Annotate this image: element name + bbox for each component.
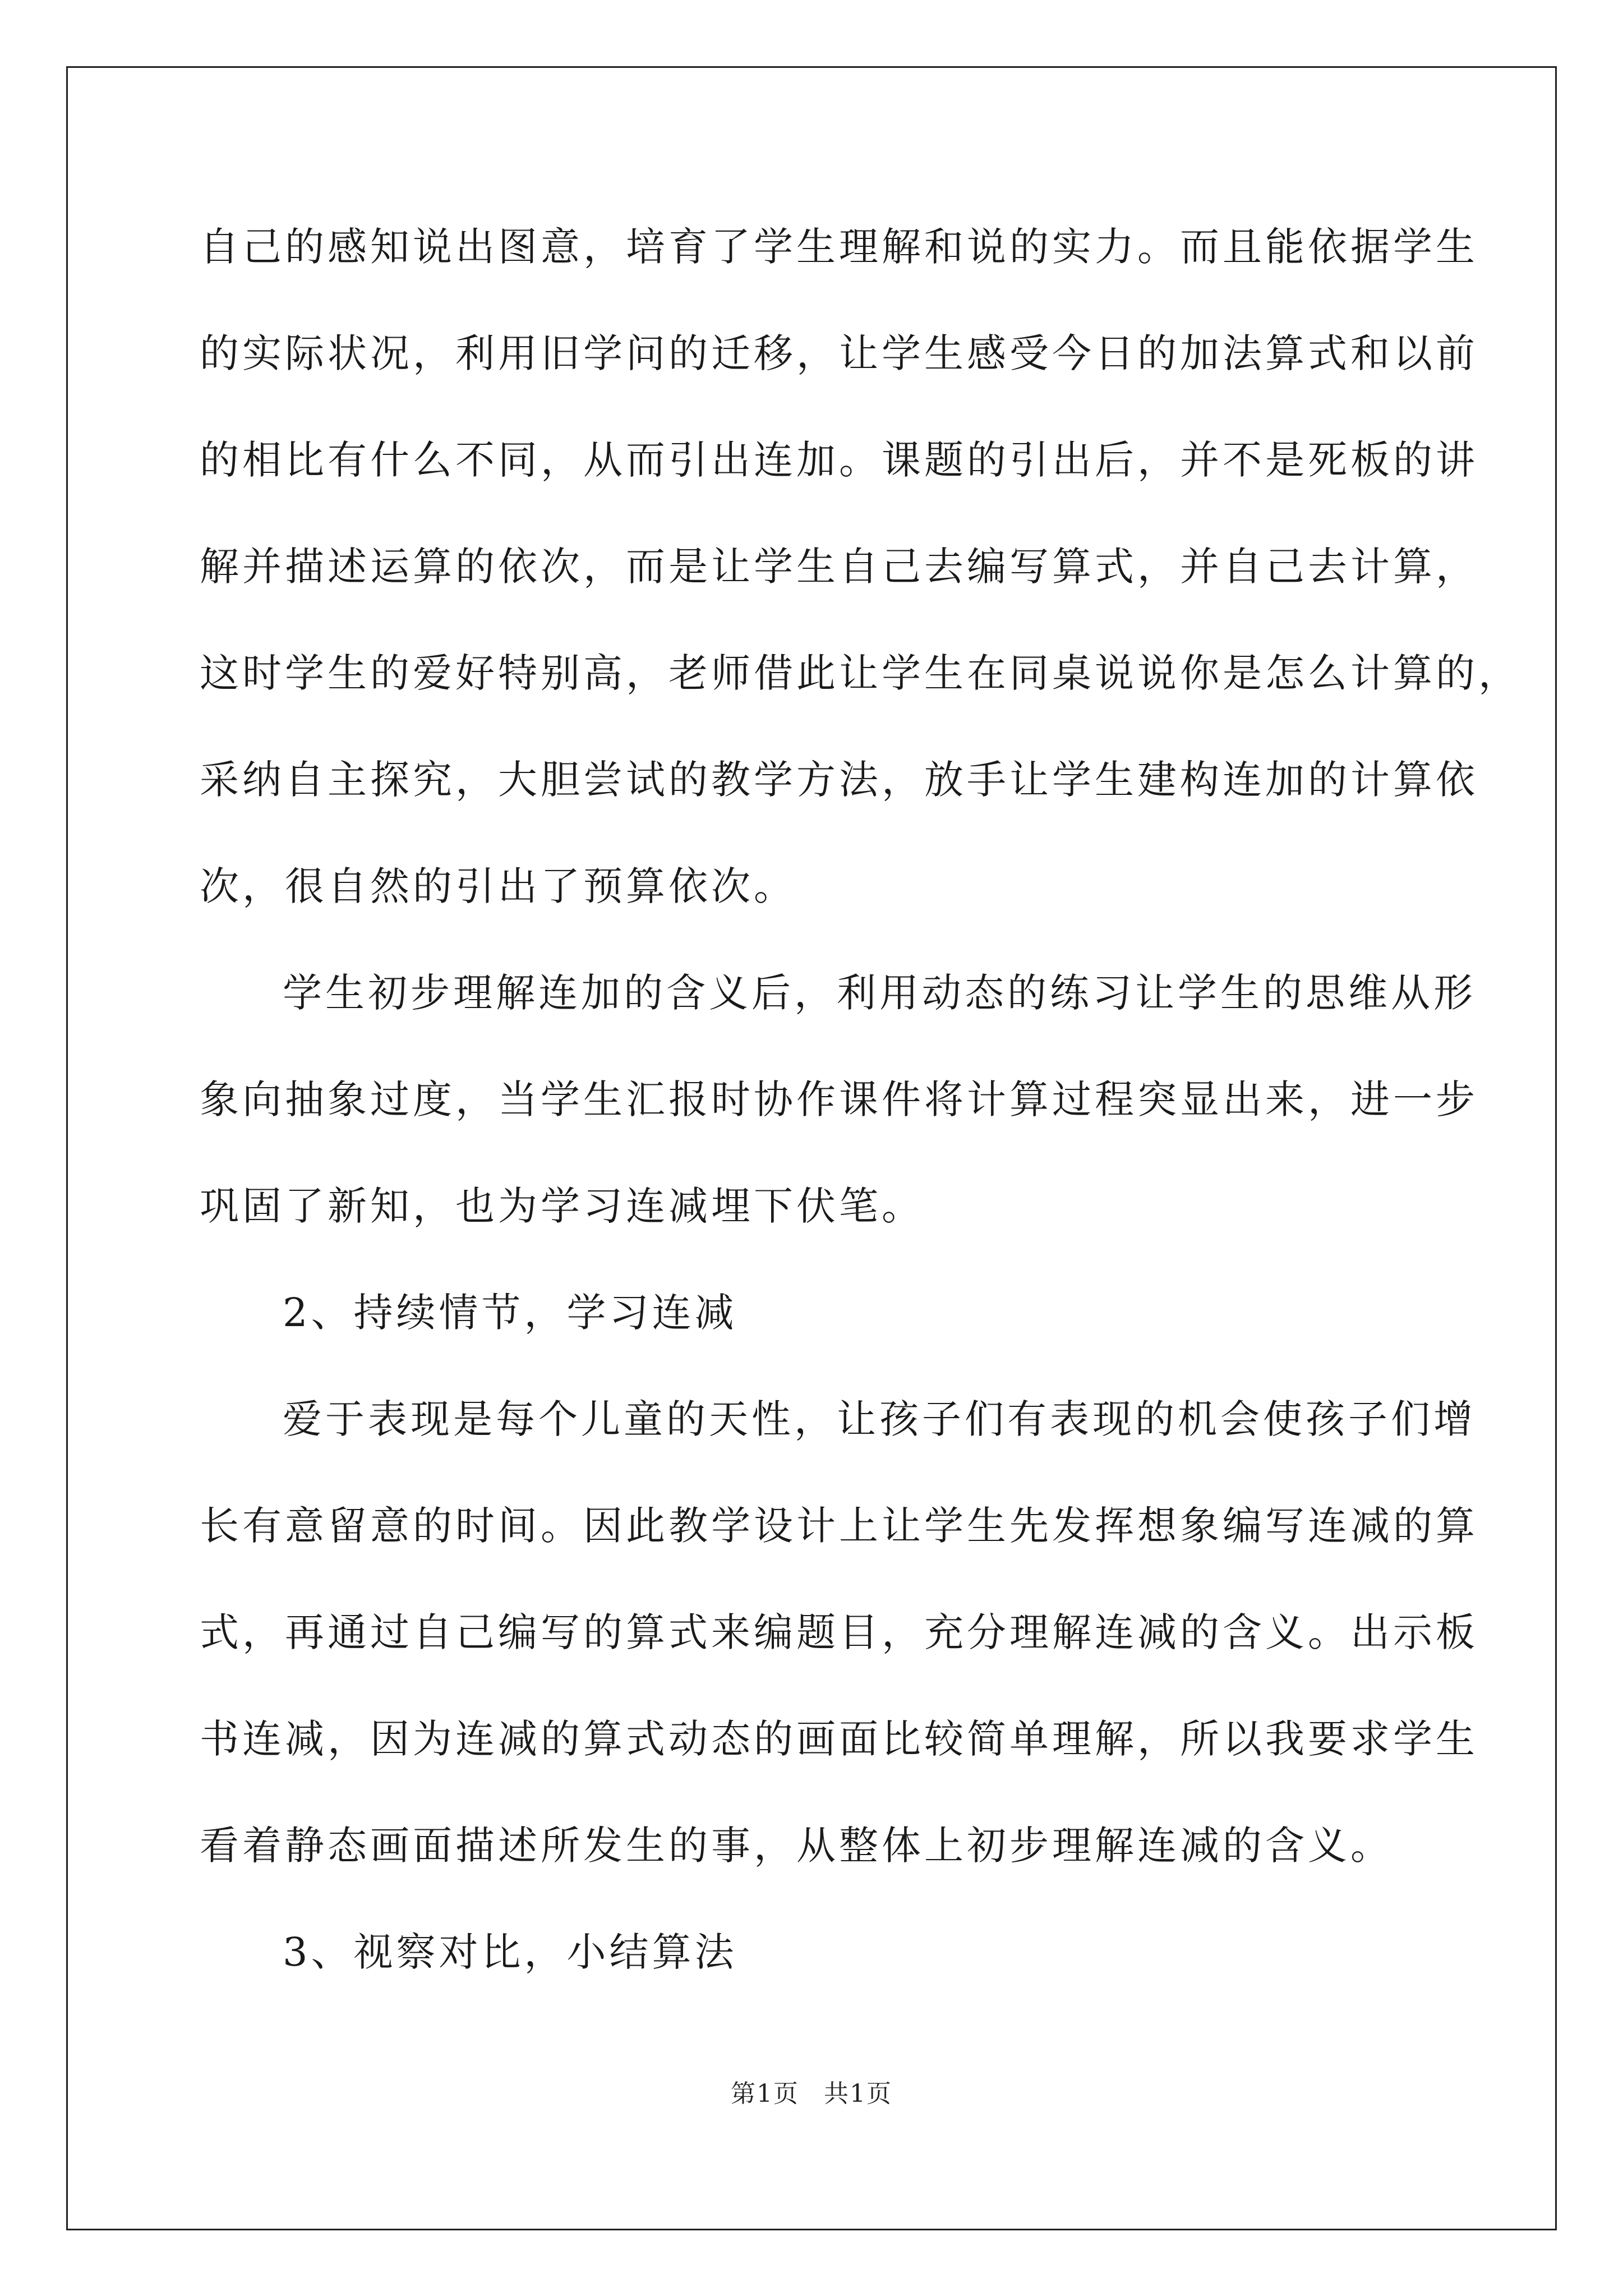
text-line: 采纳自主探究，大胆尝试的教学方法，放手让学生建构连加的计算依 <box>200 757 1478 803</box>
section-heading: 3、视察对比，小结算法 <box>283 1929 737 1975</box>
text-line: 的相比有什么不同，从而引出连加。课题的引出后，并不是死板的讲 <box>200 437 1478 483</box>
text-line: 的实际状况，利用旧学问的迁移，让学生感受今日的加法算式和以前 <box>200 330 1478 376</box>
page-number: 第1页 <box>731 2079 799 2108</box>
text-line: 象向抽象过度，当学生汇报时协作课件将计算过程突显出来，进一步 <box>200 1076 1478 1122</box>
document-body <box>200 216 1521 2028</box>
text-line: 这时学生的爱好特别高，老师借此让学生在同桌说说你是怎么计算的， <box>200 650 1521 696</box>
paragraph-first-line: 爱于表现是每个儿童的天性，让孩子们有表现的机会使孩子们增 <box>283 1396 1476 1442</box>
text-line: 书连减，因为连减的算式动态的画面比较简单理解，所以我要求学生 <box>200 1716 1478 1762</box>
text-line: 解并描述运算的依次，而是让学生自己去编写算式，并自己去计算， <box>200 544 1478 590</box>
text-line: 式，再通过自己编写的算式来编题目，充分理解连减的含义。出示板 <box>200 1609 1478 1655</box>
page-footer <box>0 2073 1623 2109</box>
text-line: 次，很自然的引出了预算依次。 <box>200 863 796 909</box>
page-total: 共1页 <box>824 2079 892 2108</box>
text-line: 看着静态画面描述所发生的事，从整体上初步理解连减的含义。 <box>200 1823 1393 1869</box>
section-heading: 2、持续情节，学习连减 <box>283 1290 737 1336</box>
text-line: 自己的感知说出图意，培育了学生理解和说的实力。而且能依据学生 <box>200 224 1478 270</box>
paragraph-first-line: 学生初步理解连加的含义后，利用动态的练习让学生的思维从形 <box>283 970 1476 1016</box>
text-line: 巩固了新知，也为学习连减埋下伏笔。 <box>200 1183 924 1229</box>
text-line: 长有意留意的时间。因此教学设计上让学生先发挥想象编写连减的算 <box>200 1503 1478 1549</box>
